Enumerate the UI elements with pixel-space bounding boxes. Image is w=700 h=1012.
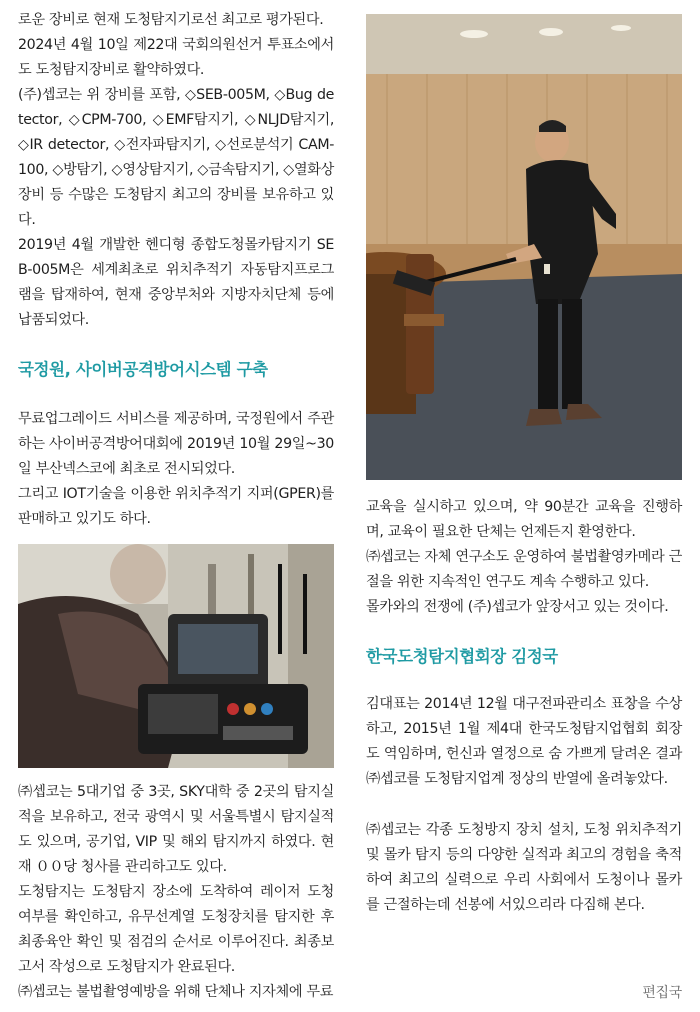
right-paragraph-2: ㈜셉코는 자체 연구소도 운영하여 불법촬영카메라 근절을 위한 지속적인 연구도 계속 수행하고 있다. [366, 549, 682, 590]
left-paragraph-3: (주)셉코는 위 장비를 포함, ◇SEB-005M, ◇Bug detector, ◇CPM-700, ◇EMF탐지기, ◇NLJD탐지기, ◇IR detector, ◇전자파탐지기, ◇선로분석기 CAM-100, ◇방탐기, ◇영상탐지기, ◇금속탐지기, ◇열화상 장비 등 수많은 도청탐지 최고의 장비를 보유하고 있다. [18, 87, 334, 228]
left-paragraph-4: 2019년 4월 개발한 헨디형 종합도청몰카탐지기 SEB-005M은 세계최초로 위치추적기 자동탐지프로그램을 탑재하여, 현재 중앙부처와 지방자치단체 등에 납품되었다. [18, 237, 334, 328]
section-heading-nis: 국정원, 사이버공격방어시스템 구축 [18, 360, 268, 379]
photo-equipment-operator [18, 544, 334, 768]
byline: 편집국 [642, 985, 682, 1001]
right-paragraph-5: ㈜셉코는 각종 도청방지 장치 설치, 도청 위치추적기 및 몰카 탐지 등의 다양한 실적과 최고의 경험을 축적하여 최고의 실력으로 우리 사회에서 도청이나 몰카를 근절하는데 선봉에 서있으리라 다짐해 본다. [366, 822, 682, 913]
right-paragraph-4: 김대표는 2014년 12월 대구전파관리소 표창을 수상하고, 2015년 1월 제4대 한국도청탐지업협회 회장도 역임하며, 헌신과 열정으로 숨 가쁘게 달려온 결과 ㈜셉코를 도청탐지업계 정상의 반열에 올려놓았다. [366, 696, 682, 787]
left-paragraph-5: 무료업그레이드 서비스를 제공하며, 국정원에서 주관하는 사이버공격방어대회에 2019년 10월 29일~30일 부산넥스코에 최초로 전시되었다. [18, 411, 334, 477]
right-paragraph-1: 교육을 실시하고 있으며, 약 90분간 교육을 진행하며, 교육이 필요한 단체는 언제든지 환영한다. [366, 499, 682, 540]
left-paragraph-2: 2024년 4월 10일 제22대 국회의원선거 투표소에서 도 도청탐지장비로 활약하였다. [18, 37, 334, 78]
left-paragraph-6: 그리고 IOT기술을 이용한 위치추적기 지퍼(GPER)를 판매하고 있기도 하다. [18, 486, 334, 527]
left-paragraph-7: ㈜셉코는 5대기업 중 3곳, SKY대학 중 2곳의 탐지실적을 보유하고, 전국 광역시 및 서울특별시 탐지실적도 있으며, 공기업, VIP 및 해외 탐지까지 하였다. 현재 ００당 청사를 관리하고도 있다. [18, 784, 334, 875]
left-paragraph-1: 로운 장비로 현재 도청탐지기로선 최고로 평가된다. [18, 12, 324, 28]
right-paragraph-3: 몰카와의 전쟁에 (주)셉코가 앞장서고 있는 것이다. [366, 599, 669, 615]
left-paragraph-8: 도청탐지는 도청탐지 장소에 도착하여 레이저 도청 여부를 확인하고, 유무선계열 도청장치를 탐지한 후 최종육안 확인 및 점검의 순서로 이루어진다. 최종보고서 작성으로 도청탐지가 완료된다. [18, 884, 334, 975]
left-paragraph-9: ㈜셉코는 불법촬영예방을 위해 단체나 지자체에 무료 [18, 984, 334, 1000]
photo-sweeping-room [366, 14, 682, 480]
section-heading-president: 한국도청탐지협회장 김정국 [366, 647, 558, 666]
